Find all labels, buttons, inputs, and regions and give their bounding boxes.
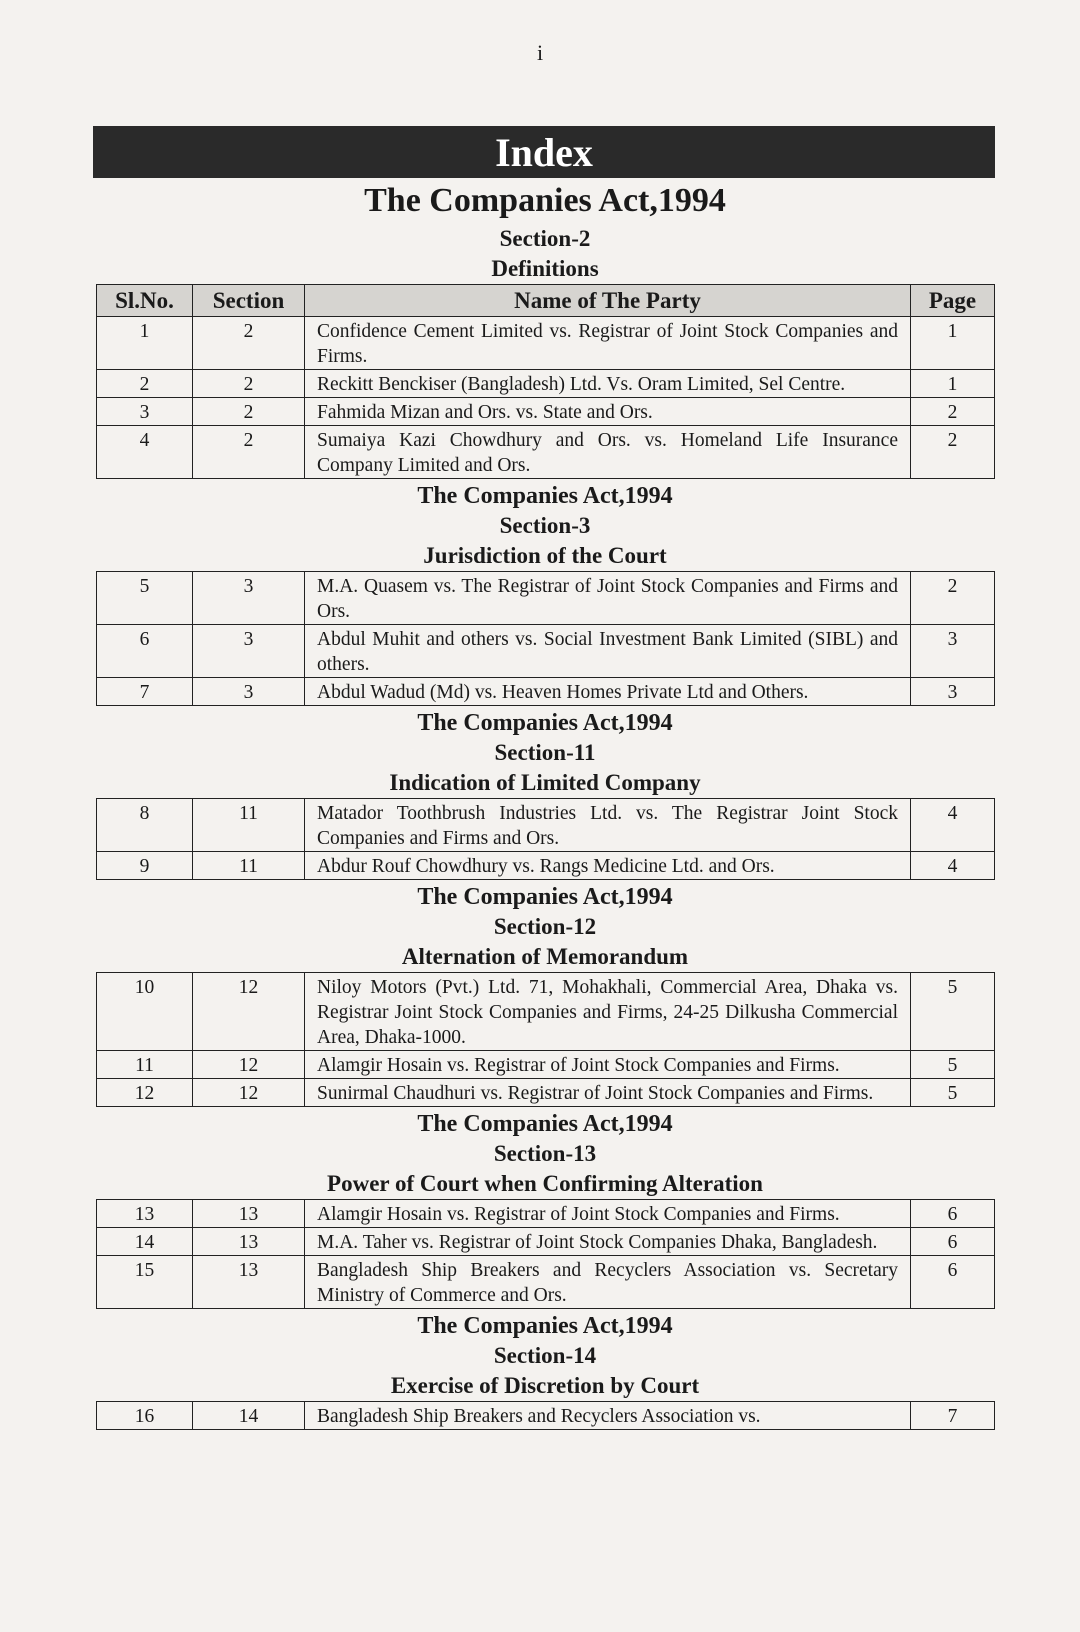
cell-slno: 12 [97,1079,193,1107]
act-heading: The Companies Act,1994 [417,710,673,736]
index-table [96,571,995,706]
cell-party: M.A. Quasem vs. The Registrar of Joint Stock Companies and Firms and Ors. [305,572,911,625]
cell-party: Matador Toothbrush Industries Ltd. vs. The Registrar Joint Stock Companies and Firms and Ors. [305,799,911,852]
section-heading: Section-12 [493,914,597,939]
cell-page: 6 [911,1256,995,1309]
cell-slno: 11 [97,1051,193,1079]
section-title: Exercise of Discretion by Court [390,1373,700,1398]
cell-party: Sumaiya Kazi Chowdhury and Ors. vs. Homeland Life Insurance Company Limited and Ors. [305,426,911,479]
page-number: i [536,40,544,65]
section-group [96,708,994,880]
cell-section: 13 [193,1228,305,1256]
cell-party: Confidence Cement Limited vs. Registrar of Joint Stock Companies and Firms. [305,317,911,370]
cell-slno: 14 [97,1228,193,1256]
table-row [97,1402,995,1430]
cell-party: Alamgir Hosain vs. Registrar of Joint Stock Companies and Firms. [305,1200,911,1228]
table-header-row [97,285,995,317]
section-heading: Section-11 [494,740,596,765]
section-title: Power of Court when Confirming Alteration [327,1171,763,1196]
cell-slno: 15 [97,1256,193,1309]
cell-section: 13 [193,1256,305,1309]
table-row [97,852,995,880]
cell-party: M.A. Taher vs. Registrar of Joint Stock Companies Dhaka, Bangladesh. [305,1228,911,1256]
cell-section: 2 [193,317,305,370]
cell-slno: 9 [97,852,193,880]
cell-section: 2 [193,370,305,398]
cell-party: Abdul Muhit and others vs. Social Investment Bank Limited (SIBL) and others. [305,625,911,678]
cell-section: 12 [193,1079,305,1107]
cell-page: 3 [911,678,995,706]
act-heading: The Companies Act,1994 [364,182,726,219]
cell-party: Reckitt Benckiser (Bangladesh) Ltd. Vs. Oram Limited, Sel Centre. [305,370,911,398]
cell-slno: 2 [97,370,193,398]
cell-slno: 4 [97,426,193,479]
cell-party: Fahmida Mizan and Ors. vs. State and Ors. [305,398,911,426]
cell-slno: 8 [97,799,193,852]
cell-section: 3 [193,625,305,678]
section-title: Indication of Limited Company [389,770,701,795]
cell-slno: 13 [97,1200,193,1228]
cell-slno: 10 [97,973,193,1051]
cell-section: 14 [193,1402,305,1430]
cell-slno: 1 [97,317,193,370]
table-row [97,370,995,398]
section-group [96,1311,994,1430]
section-group [96,178,994,479]
table-row [97,317,995,370]
cell-page: 1 [911,317,995,370]
section-group [96,1109,994,1309]
cell-section: 2 [193,426,305,479]
section-heading: Section-2 [499,226,591,251]
section-group [96,481,994,706]
section-heading: Section-13 [493,1141,597,1166]
header-party: Name of The Party [305,285,911,317]
cell-party: Sunirmal Chaudhuri vs. Registrar of Joint Stock Companies and Firms. [305,1079,911,1107]
table-row [97,678,995,706]
cell-party: Bangladesh Ship Breakers and Recyclers Association vs. Secretary Ministry of Commerce and Ors. [305,1256,911,1309]
cell-page: 4 [911,852,995,880]
act-heading: The Companies Act,1994 [417,1313,673,1339]
cell-section: 11 [193,852,305,880]
table-row [97,1228,995,1256]
section-title: Jurisdiction of the Court [423,543,667,568]
table-row [97,398,995,426]
index-table [96,284,995,479]
index-table [96,1401,995,1430]
header-page: Page [911,285,995,317]
index-table [96,798,995,880]
cell-page: 5 [911,1051,995,1079]
table-row [97,572,995,625]
cell-section: 12 [193,973,305,1051]
table-row [97,426,995,479]
cell-section: 13 [193,1200,305,1228]
table-row [97,1200,995,1228]
cell-slno: 16 [97,1402,193,1430]
cell-party: Niloy Motors (Pvt.) Ltd. 71, Mohakhali, Commercial Area, Dhaka vs. Registrar Joint Stock Companies and Firms, 24-25 Dilkusha Commercial Area, Dhaka-1000. [305,973,911,1051]
table-row [97,625,995,678]
section-title: Definitions [491,256,599,281]
cell-page: 5 [911,1079,995,1107]
cell-page: 3 [911,625,995,678]
cell-page: 2 [911,398,995,426]
cell-page: 2 [911,572,995,625]
cell-slno: 7 [97,678,193,706]
index-table [96,972,995,1107]
cell-party: Bangladesh Ship Breakers and Recyclers Association vs. [305,1402,911,1430]
cell-page: 5 [911,973,995,1051]
cell-section: 3 [193,678,305,706]
cell-page: 6 [911,1200,995,1228]
cell-slno: 5 [97,572,193,625]
cell-page: 2 [911,426,995,479]
header-slno: Sl.No. [97,285,193,317]
cell-page: 1 [911,370,995,398]
section-group [96,882,994,1107]
index-table [96,1199,995,1309]
section-heading: Section-3 [499,513,591,538]
section-title: Alternation of Memorandum [401,944,689,969]
table-row [97,799,995,852]
cell-page: 7 [911,1402,995,1430]
index-banner: Index [93,126,995,178]
table-row [97,1256,995,1309]
cell-section: 3 [193,572,305,625]
act-heading: The Companies Act,1994 [417,1111,673,1137]
cell-party: Alamgir Hosain vs. Registrar of Joint Stock Companies and Firms. [305,1051,911,1079]
index-content [96,178,994,1432]
section-heading: Section-14 [493,1343,597,1368]
cell-section: 11 [193,799,305,852]
act-heading: The Companies Act,1994 [417,884,673,910]
cell-slno: 3 [97,398,193,426]
cell-page: 6 [911,1228,995,1256]
table-row [97,1079,995,1107]
cell-section: 12 [193,1051,305,1079]
cell-party: Abdur Rouf Chowdhury vs. Rangs Medicine Ltd. and Ors. [305,852,911,880]
cell-page: 4 [911,799,995,852]
table-row [97,973,995,1051]
header-section: Section [193,285,305,317]
act-heading: The Companies Act,1994 [417,483,673,509]
cell-section: 2 [193,398,305,426]
table-row [97,1051,995,1079]
cell-slno: 6 [97,625,193,678]
cell-party: Abdul Wadud (Md) vs. Heaven Homes Private Ltd and Others. [305,678,911,706]
